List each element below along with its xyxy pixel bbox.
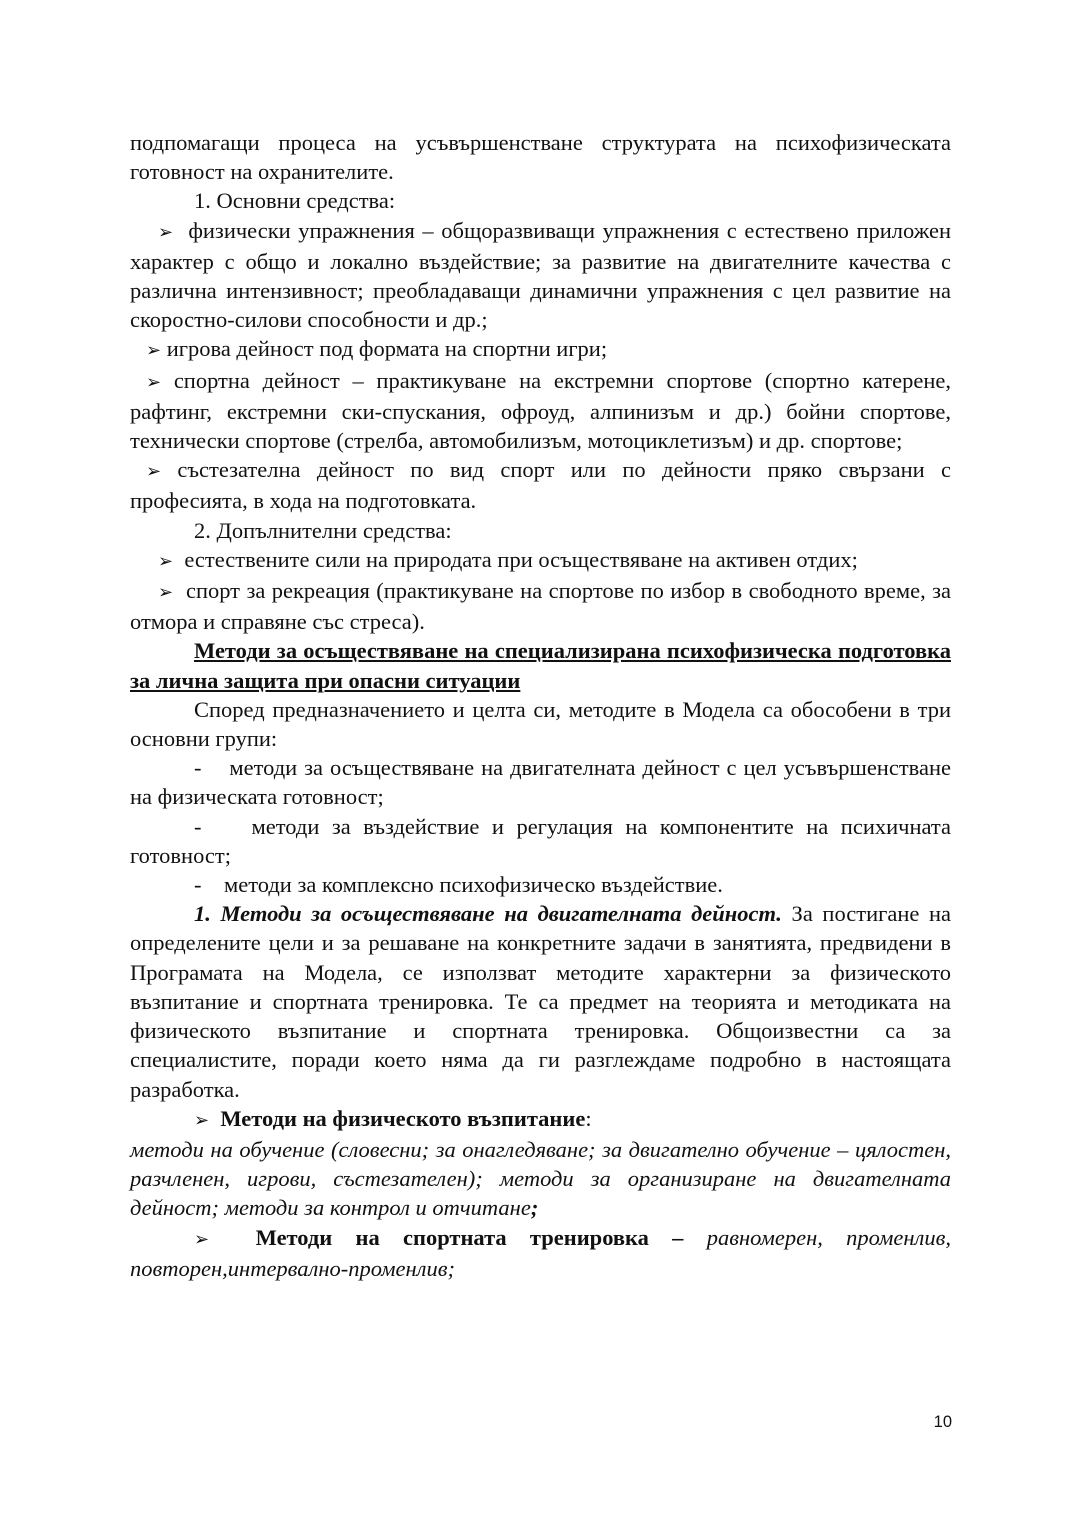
bullet-text: състезателна дейност по вид спорт или по дейности пряко свързани с професията, в хода на подготовката.	[130, 457, 951, 514]
bullet-heading	[130, 1104, 951, 1135]
dash-item-text: методи за въздействие и регулация на компонентите на психичната готовност;	[130, 813, 952, 868]
run-in-heading: 1. Методи за осъществяване на двигателната дейност.	[194, 901, 782, 927]
arrow-bullet-icon: ➢	[146, 340, 162, 362]
arrow-bullet-icon: ➢	[194, 1109, 210, 1131]
bullet-item	[130, 366, 951, 456]
italic-text: методи на обучение (словесни; за онагледяване; за двигателно обучение – цялостен, разчленен, игрови, състезателен); методи за организиране на двигателната дейност; методи за контрол и отчитане	[130, 1136, 951, 1221]
paragraph	[130, 128, 951, 186]
arrow-bullet-icon: ➢	[158, 221, 174, 243]
arrow-bullet-icon: ➢	[158, 582, 174, 604]
bullet-text: физически упражнения – общоразвиващи упражнения с естествено приложен характер с общо и локално въздействие; за развитие на двигателните качества с различна интензивност; преобладаващи динамични упражнения с цел развитие на скоростно-силови способности и др.;	[130, 217, 951, 333]
paragraph-text: 1. Основни средства:	[194, 188, 396, 214]
bullet-item	[130, 334, 951, 365]
bullet-heading	[130, 1223, 951, 1283]
bullet-item	[130, 216, 951, 335]
dash-marker: -	[194, 755, 202, 781]
bullet-item	[130, 455, 951, 515]
colon: :	[585, 1105, 592, 1131]
paragraph-text: подпомагащи процеса на усъвършенстване структурата на психофизическата готовност на охранителите.	[130, 130, 951, 185]
dash-item	[130, 753, 951, 811]
bullet-text: естествените сили на природата при осъществяване на активен отдих;	[184, 546, 858, 572]
section-heading	[130, 636, 951, 694]
paragraph	[130, 1135, 951, 1223]
arrow-bullet-icon: ➢	[194, 1228, 210, 1250]
bullet-text: спортна дейност – практикуване на екстремни спортове (спортно катерене, рафтинг, екстремни ски-спускания, офроуд, алпинизъм и др.) бойни спортове, технически спортове (стрелба, автомобилизъм, мотоциклетизъм) и др. спортове;	[130, 367, 952, 454]
bullet-text: игрова дейност под формата на спортни игри;	[166, 336, 608, 362]
arrow-bullet-icon: ➢	[146, 461, 162, 483]
dash-item-text: методи за комплексно психофизическо въздействие.	[224, 872, 723, 898]
bullet-text: спорт за рекреация (практикуване на спортове по избор в свободното време, за отмора и справяне със стреса).	[130, 578, 952, 635]
bullet-heading-text: Методи на спортната тренировка –	[255, 1224, 684, 1250]
dash-marker: -	[194, 813, 202, 839]
semicolon: ;	[530, 1195, 539, 1221]
dash-marker: -	[194, 872, 202, 898]
paragraph-text: За постигане на определените цели и за решаване на конкретните задачи в занятията, предвидени в Програмата на Модела, се използват методите характерни за физическото възпитание и спортната тренировка. Те са предмет на теорията и методиката на физическото възпитание и спортната тренировка. Общоизвестни са за специалистите, поради което няма да ги разглеждаме подробно в настоящата разработка.	[130, 901, 951, 1102]
dash-item-text: методи за осъществяване на двигателната дейност с цел усъвършенстване на физическата готовност;	[130, 755, 952, 810]
bullet-heading-text: Методи на физическото възпитание	[220, 1105, 586, 1131]
numbered-heading	[130, 516, 951, 545]
italic-text: равномерен, променлив, повторен,интервално-променлив;	[130, 1224, 952, 1281]
arrow-bullet-icon: ➢	[146, 371, 162, 393]
paragraph-text: Според предназначението и целта си, методите в Модела са обособени в три основни групи:	[130, 696, 951, 752]
page-number: 10	[933, 1413, 952, 1431]
paragraph	[130, 695, 951, 753]
bullet-item	[130, 545, 951, 576]
arrow-bullet-icon: ➢	[158, 550, 174, 572]
document-body	[130, 128, 951, 1283]
paragraph	[130, 899, 951, 1103]
bullet-item	[130, 576, 951, 636]
section-heading-text: Методи за осъществяване на специализирана психофизическа подготовка за лична защита при опасни ситуации	[130, 638, 951, 693]
dash-item	[130, 870, 951, 899]
paragraph-text: 2. Допълнителни средства:	[194, 517, 452, 543]
numbered-heading	[130, 186, 951, 215]
dash-item	[130, 812, 951, 870]
